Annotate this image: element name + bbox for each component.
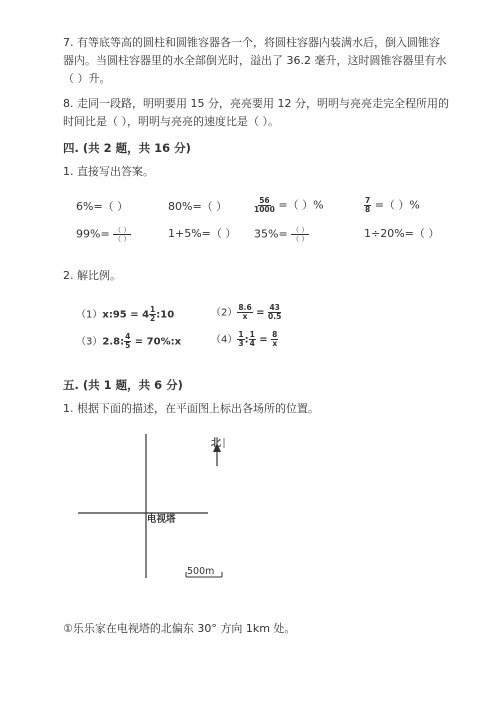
calc-r1c3: $\frac{56}{1000}$ =（ ）%: [254, 196, 324, 214]
proportion-1: （1）x:95 = 4 $\frac{1}{2}$ :10: [76, 305, 175, 323]
q8-line2: 时间比是（ ），明明与亮亮的速度比是（ ）。: [63, 115, 279, 128]
fraction: $\frac{8.6}{x}$: [238, 303, 252, 321]
north-label: 北: [211, 438, 221, 449]
scale-label: 500m: [187, 566, 215, 577]
q7-line3: （ ）升。: [63, 72, 111, 85]
calc-r2c4: 1÷20%=（ ）: [364, 227, 440, 240]
fraction: $\frac{( )}{( )}$: [114, 226, 131, 243]
q7-line2: 器内。当圆柱容器里的水全部倒光时，溢出了 36.2 毫升，这时圆锥容器里有水: [63, 54, 447, 67]
tv-tower-label: 电视塔: [147, 514, 176, 525]
fraction: $\frac{7}{8}$: [365, 196, 371, 214]
section5-q1-title: 1. 根据下面的描述，在平面图上标出各场所的位置。: [63, 402, 319, 415]
proportion-3: （3）2.8: $\frac{4}{5}$ = 70%:x: [76, 332, 182, 350]
calc-r2c3: 35%= $\frac{( )}{( )}$: [254, 226, 309, 243]
plane-map: [60, 430, 260, 590]
fraction: $\frac{43}{0.5}$: [268, 303, 282, 321]
proportion-2: （2） $\frac{8.6}{x}$ = $\frac{43}{0.5}$: [211, 303, 282, 321]
fraction: $\frac{56}{1000}$: [254, 196, 275, 214]
fraction: $\frac{1}{3}$: [238, 330, 244, 348]
calc-r2c1: 99%= $\frac{( )}{( )}$: [76, 226, 131, 243]
section4-q2-title: 2. 解比例。: [63, 269, 121, 282]
fraction: $\frac{( )}{( )}$: [292, 226, 309, 243]
calc-r1c4: $\frac{7}{8}$ =（ ）%: [365, 196, 420, 214]
q7-line1: 7. 有等底等高的圆柱和圆锥容器各一个，将圆柱容器内装满水后，倒入圆锥容: [63, 36, 440, 49]
fraction: $\frac{1}{4}$: [249, 330, 255, 348]
section5-statement: ①乐乐家在电视塔的北偏东 30° 方向 1km 处。: [63, 622, 296, 635]
calc-r1c1: 6%=（ ）: [76, 200, 129, 213]
fraction: $\frac{1}{2}$: [150, 305, 156, 323]
calc-r1c2: 80%=（ ）: [168, 200, 228, 213]
section4-title: 四. (共 2 题，共 16 分): [63, 141, 191, 155]
fraction: $\frac{8}{x}$: [272, 330, 278, 348]
section5-title: 五. (共 1 题，共 6 分): [63, 378, 183, 392]
fraction: $\frac{4}{5}$: [125, 332, 131, 350]
proportion-4: （4） $\frac{1}{3}$ : $\frac{1}{4}$ = $\frac{8}{x}$: [211, 330, 278, 348]
section4-q1-title: 1. 直接写出答案。: [63, 165, 154, 178]
calc-r2c2: 1+5%=（ ）: [168, 227, 237, 240]
q8-line1: 8. 走同一段路，明明要用 15 分，亮亮要用 12 分，明明与亮亮走完全程所用的: [63, 97, 449, 110]
